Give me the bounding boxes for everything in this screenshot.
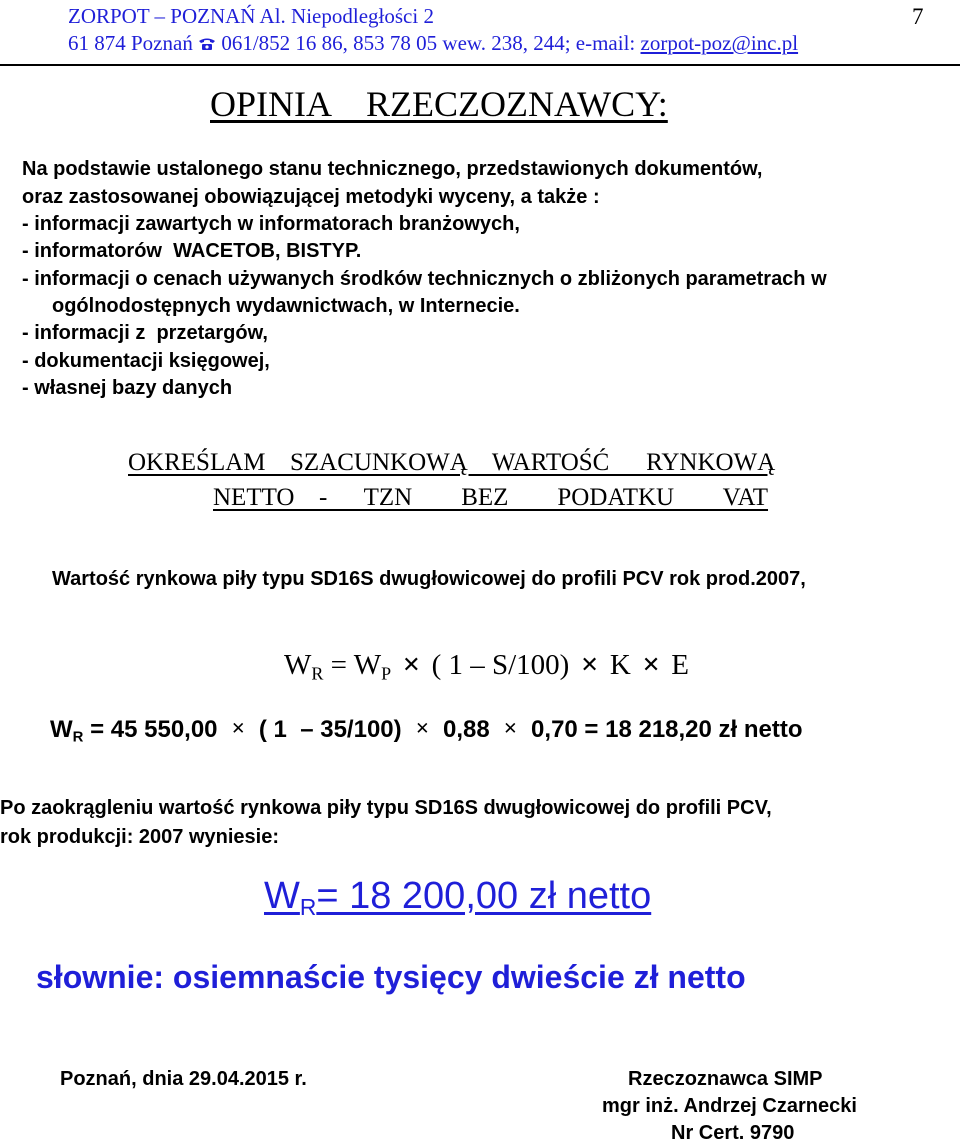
statement-line-1: OKREŚLAM SZACUNKOWĄ WARTOŚĆ RYNKOWĄ	[128, 449, 776, 476]
signature-title: Rzeczoznawca SIMP	[628, 1068, 823, 1090]
list-item-continuation: ogólnodostępnych wydawnictwach, w Internecie.	[52, 295, 520, 317]
header-divider	[0, 64, 960, 66]
market-value-description: Wartość rynkowa piły typu SD16S dwugłowicowej do profili PCV rok prod.2007,	[52, 568, 806, 590]
list-item: - własnej bazy danych	[22, 377, 233, 399]
page-number: 7	[912, 4, 924, 29]
phone-icon	[198, 32, 216, 46]
list-item: - informatorów WACETOB, BISTYP.	[22, 240, 362, 262]
multiply-sign-icon: ✕	[231, 719, 246, 738]
header-address-line: ZORPOT – POZNAŃ Al. Niepodległości 2	[68, 4, 434, 28]
signature-name: mgr inż. Andrzej Czarnecki	[602, 1095, 857, 1117]
multiply-sign-icon: ✕	[402, 652, 421, 677]
page-title: OPINIA RZECZOZNAWCY:	[210, 84, 668, 124]
basis-line-1: Na podstawie ustalonego stanu technicznego, przedstawionych dokumentów,	[22, 158, 763, 180]
valuation-formula: $W_R = W_P$ ✕ ( 1 – S/100) ✕ K ✕ E	[284, 649, 690, 684]
rounding-line-2: rok produkcji: 2007 wyniesie:	[0, 826, 279, 848]
list-item: - informacji zawartych w informatorach branżowych,	[22, 213, 520, 235]
statement-line-2: NETTO - TZN BEZ PODATKU VAT	[213, 484, 769, 511]
rounding-line-1: Po zaokrągleniu wartość rynkowa piły typu SD16S dwugłowicowej do profili PCV,	[0, 797, 772, 819]
final-value: $W_R= 18$ 200,00 zł netto	[264, 875, 652, 920]
list-item: - informacji o cenach używanych środków technicznych o zbliżonych parametrach w	[22, 268, 827, 290]
header-city: 61 874 Poznań	[68, 31, 193, 55]
list-item: - informacji z przetargów,	[22, 322, 268, 344]
basis-line-2: oraz zastosowanej obowiązującej metodyki wyceny, a także :	[22, 186, 600, 208]
place-and-date: Poznań, dnia 29.04.2015 r.	[60, 1068, 307, 1090]
header-email-link[interactable]: zorpot-poz@inc.pl	[640, 31, 799, 55]
value-in-words: słownie: osiemnaście tysięcy dwieście zł netto	[36, 959, 746, 995]
header-contact-line	[68, 31, 798, 56]
list-item: - dokumentacji księgowej,	[22, 350, 270, 372]
multiply-sign-icon: ✕	[415, 719, 430, 738]
multiply-sign-icon: ✕	[580, 652, 599, 677]
multiply-sign-icon: ✕	[503, 719, 518, 738]
valuation-calculation: $W_R = 45$ 550,00 ✕ ( 1 – 35/100) ✕ 0,88 ✕ 0,70 = 18 218,20 zł netto	[50, 716, 803, 746]
signature-certificate: Nr Cert. 9790	[671, 1122, 795, 1144]
multiply-sign-icon: ✕	[641, 652, 661, 677]
header-phones: 061/852 16 86, 853 78 05 wew. 238, 244; e-mail:	[221, 31, 636, 55]
